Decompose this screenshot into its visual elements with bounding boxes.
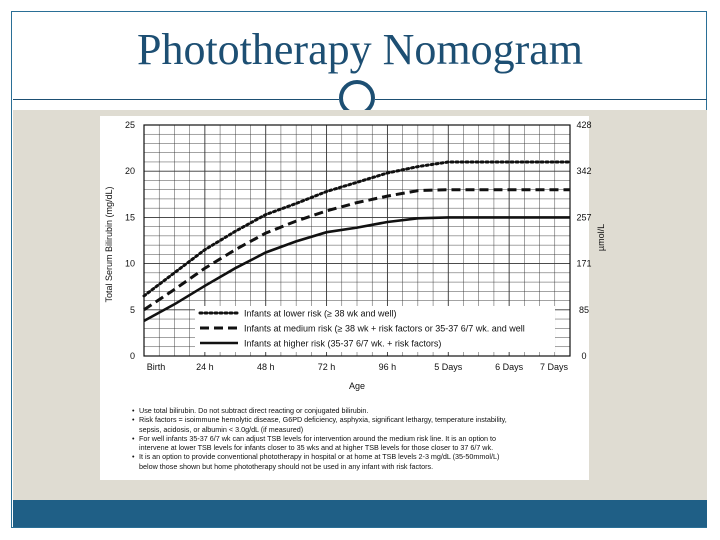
nomogram-figure — [100, 116, 606, 480]
y2-tick-label: 428 — [576, 120, 592, 130]
y-tick-label: 0 — [129, 351, 135, 361]
nomogram-notes — [132, 406, 584, 471]
nomogram-chart — [100, 116, 606, 401]
y2-tick-label: 171 — [576, 258, 592, 269]
y-tick-label: 25 — [124, 120, 135, 130]
y2-axis-title: µmol/L — [596, 223, 606, 252]
x-axis-title: Age — [348, 381, 366, 391]
x-tick-label: Birth — [146, 362, 166, 372]
note-item: • Use total bilirubin. Do not subtract direct reacting or conjugated bilirubin. — [132, 406, 584, 415]
note-continuation: below those shown but home phototherapy should not be used in any infant with risk factors. — [139, 461, 434, 471]
x-tick-label: 48 h — [256, 362, 275, 372]
x-tick-label: 96 h — [378, 362, 397, 372]
y2-tick-label: 85 — [578, 304, 590, 315]
y-tick-label: 10 — [124, 258, 135, 269]
legend-label: Infants at higher risk (35-37 6/7 wk. + risk factors) — [244, 338, 442, 349]
x-tick-label: 72 h — [317, 362, 336, 372]
y2-tick-label: 342 — [576, 166, 592, 177]
y-tick-label: 5 — [129, 304, 135, 315]
slide-title: Phototherapy Nomogram — [136, 25, 584, 74]
legend-label: Infants at medium risk (≥ 38 wk + risk factors or 35-37 6/7 wk. and well — [244, 323, 525, 334]
y-tick-label: 20 — [124, 166, 135, 177]
title-rule-left — [13, 99, 339, 100]
y-tick-label: 15 — [124, 212, 135, 223]
footer-band — [13, 500, 707, 527]
x-tick-label: 6 Days — [495, 362, 524, 372]
y-axis-title: Total Serum Bilirubin (mg/dL) — [104, 186, 114, 303]
x-tick-label: 5 Days — [434, 362, 463, 372]
note-continuation: intervene at lower TSB levels for infants closer to 35 wks and at higher TSB levels for those closer to 37 6/7 wk. — [139, 443, 494, 453]
note-continuation: sepsis, acidosis, or albumin < 3.0g/dL (if measured) — [139, 424, 304, 434]
note-item: • It is an option to provide conventional phototherapy in hospital or at home at TSB levels 2-3 mg/dL (35-50mmol/L) — [132, 452, 584, 461]
title-rule-right — [375, 99, 707, 100]
y2-tick-label: 257 — [576, 212, 592, 223]
legend-label: Infants at lower risk (≥ 38 wk and well) — [244, 308, 397, 319]
note-item: • For well infants 35-37 6/7 wk can adjust TSB levels for intervention around the medium risk line. It is an option to — [132, 434, 584, 443]
x-tick-label: 7 Days — [539, 362, 569, 372]
x-tick-label: 24 h — [196, 362, 214, 372]
y2-tick-label: 0 — [581, 351, 587, 361]
note-item: • Risk factors = isoimmune hemolytic disease, G6PD deficiency, asphyxia, significant lethargy, temperature instability, — [132, 415, 584, 424]
